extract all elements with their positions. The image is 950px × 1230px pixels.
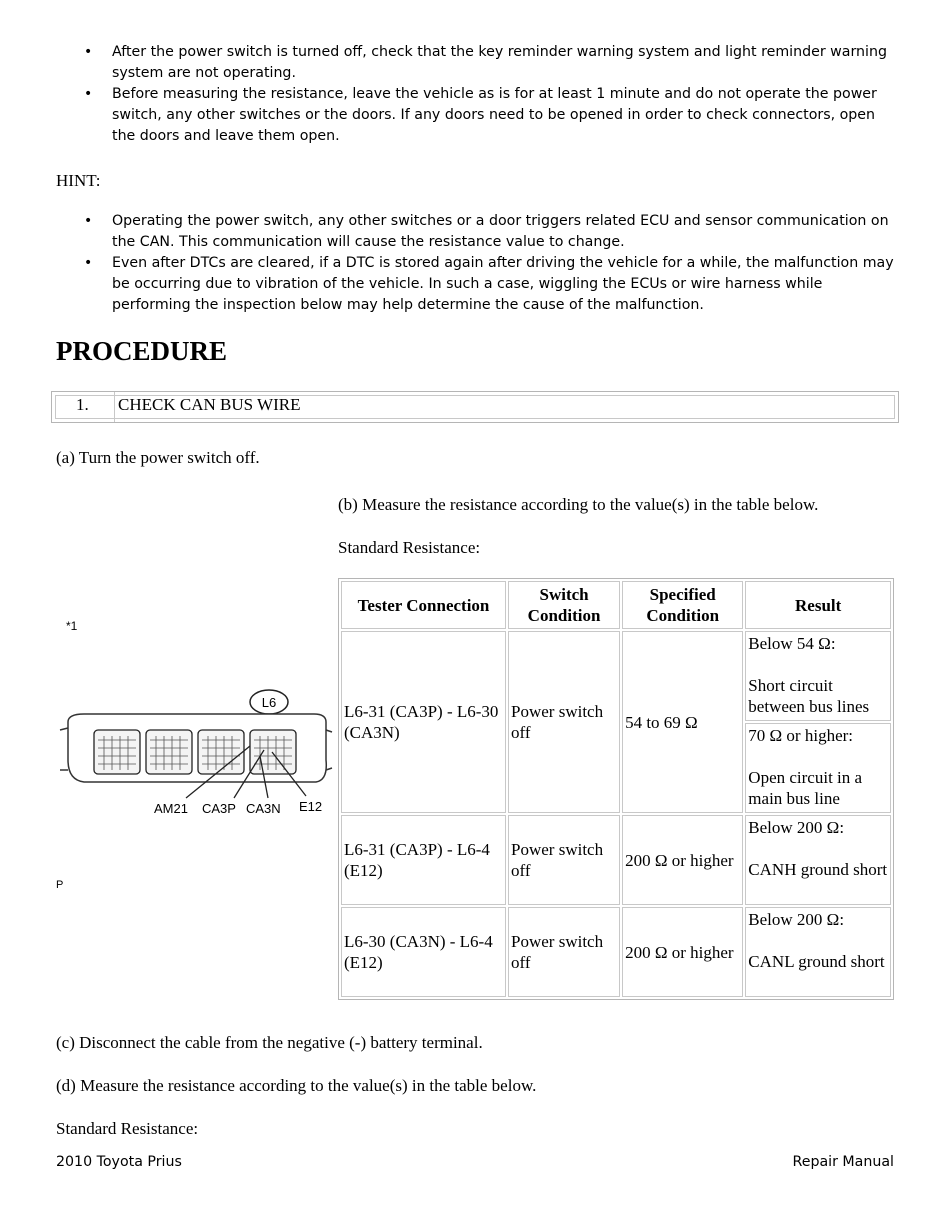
pin-label-ca3p: CA3P (202, 801, 236, 816)
notice-bullet-item: • Before measuring the resistance, leave the vehicle as is for at least 1 minute and do not operate the power switch, any other switches or the doors. If any doors need to be opened in order to check connectors, open the doors and leave them open. (56, 84, 896, 147)
hint-bullet-list (56, 211, 896, 316)
result-diagnosis: Short circuit between bus lines (748, 676, 870, 716)
connector-block (250, 730, 296, 774)
notice-bullet-item: • After the power switch is turned off, check that the key reminder warning system and light reminder warning system are not operating. (56, 42, 896, 84)
result-threshold: Below 54 Ω: (748, 634, 836, 653)
step-c-text: (c) Disconnect the cable from the negative (-) battery terminal. (56, 1033, 483, 1052)
result-diagnosis: CANH ground short (748, 860, 888, 879)
procedure-heading: PROCEDURE (56, 336, 228, 366)
result-diagnosis: CANL ground short (748, 952, 885, 971)
pin-label-e12: E12 (299, 799, 323, 814)
cell-result (745, 815, 891, 905)
result-diagnosis: Open circuit in a main bus line (748, 768, 863, 808)
cell-connection: L6-31 (CA3P) - L6-30 (CA3N) (341, 631, 506, 813)
cell-result (745, 723, 891, 813)
cell-connection: L6-30 (CA3N) - L6-4 (E12) (341, 907, 506, 997)
header-result: Result (745, 581, 891, 629)
table-row (341, 631, 891, 721)
cell-specified: 200 Ω or higher (622, 815, 743, 905)
table-row (341, 907, 891, 997)
pin-label-ca3n: CA3N (246, 801, 281, 816)
connector-illustration (54, 610, 334, 900)
header-tester-connection: Tester Connection (341, 581, 506, 629)
cell-result (745, 631, 891, 721)
cell-switch: Power switch off (508, 815, 620, 905)
cell-connection: L6-31 (CA3P) - L6-4 (E12) (341, 815, 506, 905)
standard-resistance-label-2: Standard Resistance: (56, 1119, 199, 1138)
notice-bullet-list (56, 42, 896, 147)
diagram-footer-mark: P (56, 879, 64, 891)
step-a-text: (a) Turn the power switch off. (56, 448, 260, 467)
cell-result (745, 907, 891, 997)
connector-block (94, 730, 140, 774)
header-specified-condition: Specified Condition (622, 581, 743, 629)
table-header-row (341, 581, 891, 629)
standard-resistance-label: Standard Resistance: (338, 538, 481, 557)
step-d-text: (d) Measure the resistance according to the value(s) in the table below. (56, 1076, 537, 1095)
result-threshold: 70 Ω or higher: (748, 726, 853, 745)
result-threshold: Below 200 Ω: (748, 818, 845, 837)
connector-diagram (54, 610, 334, 900)
hint-bullet-item: • Even after DTCs are cleared, if a DTC is stored again after driving the vehicle for a while, the malfunction may be occurring due to vibration of the vehicle. In such a case, wiggling the ECUs or wire harness while performing the inspection below may help determine the cause of the malfunction. (56, 253, 896, 316)
cell-switch: Power switch off (508, 907, 620, 997)
header-switch-condition: Switch Condition (508, 581, 620, 629)
step-title: CHECK CAN BUS WIRE (118, 395, 301, 414)
diagram-marker: *1 (66, 619, 78, 633)
cell-specified: 200 Ω or higher (622, 907, 743, 997)
resistance-table (338, 578, 894, 1000)
step-header-box (51, 391, 899, 423)
cell-specified: 54 to 69 Ω (622, 631, 743, 813)
pin-label-am21: AM21 (154, 801, 188, 816)
footer-left: 2010 Toyota Prius (56, 1154, 182, 1170)
connector-block (146, 730, 192, 774)
step-number: 1. (76, 395, 89, 414)
step-b-text: (b) Measure the resistance according to the value(s) in the table below. (338, 495, 819, 514)
footer-right: Repair Manual (792, 1154, 894, 1170)
hint-label: HINT: (56, 171, 101, 190)
result-threshold: Below 200 Ω: (748, 910, 845, 929)
hint-bullet-item: • Operating the power switch, any other switches or a door triggers related ECU and sensor communication on the CAN. This communication will cause the resistance value to change. (56, 211, 896, 253)
connector-block (198, 730, 244, 774)
table-row (341, 815, 891, 905)
connector-label: L6 (261, 695, 277, 710)
cell-switch: Power switch off (508, 631, 620, 813)
